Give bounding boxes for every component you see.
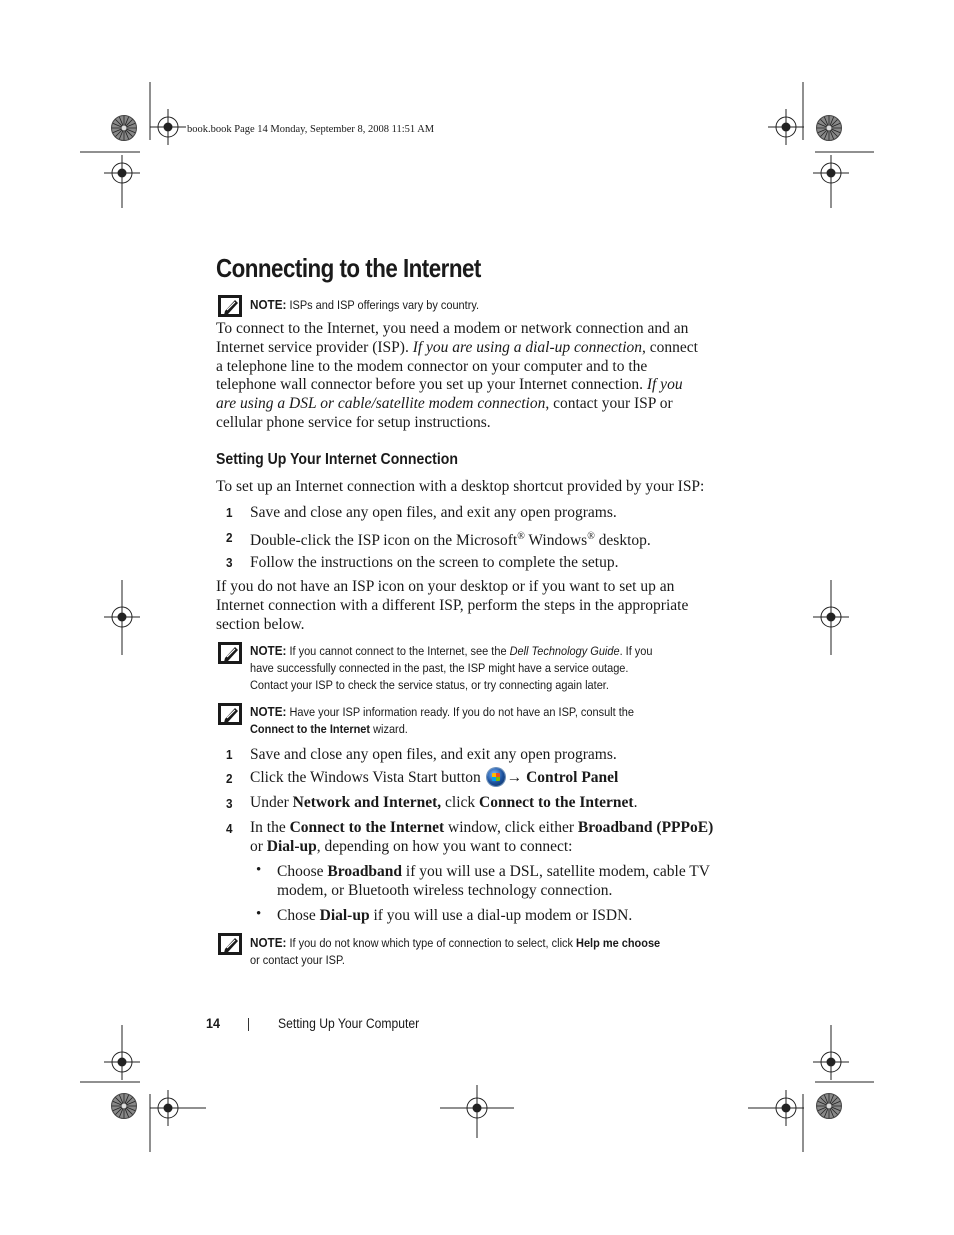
page-title: Connecting to the Internet [216, 253, 481, 283]
step-number: 2 [226, 530, 233, 545]
step-number: 2 [226, 771, 233, 786]
alternate-setup-paragraph: If you do not have an ISP icon on your desktop or if you want to set up an Internet connection with a different ISP, perform the steps in the appropriate section below. [216, 578, 689, 633]
section-heading: Setting Up Your Internet Connection [216, 451, 458, 468]
footer-divider [248, 1018, 249, 1031]
bullet: • [256, 862, 262, 878]
bullet-text: Choose Broadband if you will use a DSL, satellite modem, cable TV modem, or Bluetooth wireless technology connection. [277, 863, 710, 899]
intro-line: a telephone line to the modem connector on your computer and to the [216, 357, 648, 375]
intro-line: cellular phone service for setup instructions. [216, 413, 491, 431]
step-text: Save and close any open files, and exit any open programs. [250, 746, 617, 763]
step-number: 1 [226, 505, 233, 520]
step-text: Double-click the ISP icon on the Microsoft® Windows® desktop. [250, 531, 651, 550]
note-label: NOTE: [250, 297, 287, 312]
step-text: Click the Windows Vista Start button → Control Panel [250, 769, 619, 786]
step-number: 3 [226, 796, 233, 811]
pencil-note-icon [218, 933, 242, 955]
footer-section-title: Setting Up Your Computer [278, 1016, 420, 1031]
note-text: ISPs and ISP offerings vary by country. [289, 298, 480, 312]
step-number: 3 [226, 555, 233, 570]
windows-start-orb-icon [487, 768, 505, 786]
note-isp-offerings [250, 296, 479, 314]
step-text: Follow the instructions on the screen to complete the setup. [250, 554, 619, 571]
step-text: Save and close any open files, and exit any open programs. [250, 504, 617, 521]
intro-paragraph [216, 320, 698, 433]
running-header: book.book Page 14 Monday, September 8, 2008 11:51 AM [187, 124, 435, 135]
pencil-note-icon [218, 642, 242, 664]
section-intro: To set up an Internet connection with a desktop shortcut provided by your ISP: [216, 478, 705, 495]
intro-line: are using a DSL or cable/satellite modem connection, contact your ISP or [216, 395, 673, 413]
note-label: NOTE: [250, 643, 287, 658]
pencil-note-icon [218, 295, 242, 317]
step-text: In the Connect to the Internet window, click either Broadband (PPPoE) or Dial-up, depending on how you want to connect: [250, 819, 714, 855]
note-connection-trouble: NOTE: If you cannot connect to the Internet, see the Dell Technology Guide. If you have successfully connected in the past, the ISP might have a service outage. Contact your ISP to check the service status, or try connecting again later. [250, 643, 653, 692]
page-number: 14 [206, 1015, 221, 1031]
intro-line: To connect to the Internet, you need a modem or network connection and an [216, 320, 689, 337]
note-label: NOTE: [250, 704, 287, 719]
step-text: Under Network and Internet, click Connect to the Internet. [250, 794, 638, 811]
intro-line: telephone wall connector before you set up your Internet connection. If you [216, 376, 683, 394]
bullet: • [256, 906, 262, 922]
note-isp-info: NOTE: Have your ISP information ready. If you do not have an ISP, consult the Connect to the Internet wizard. [250, 704, 634, 736]
step-number: 4 [226, 821, 233, 836]
bullet-text: Chose Dial-up if you will use a dial-up modem or ISDN. [277, 907, 633, 924]
intro-line: Internet service provider (ISP). If you are using a dial-up connection, connect [216, 338, 698, 356]
note-connection-type: NOTE: If you do not know which type of connection to select, click Help me choose or contact your ISP. [250, 935, 661, 967]
step-number: 1 [226, 747, 233, 762]
note-label: NOTE: [250, 935, 287, 950]
pencil-note-icon [218, 703, 242, 725]
